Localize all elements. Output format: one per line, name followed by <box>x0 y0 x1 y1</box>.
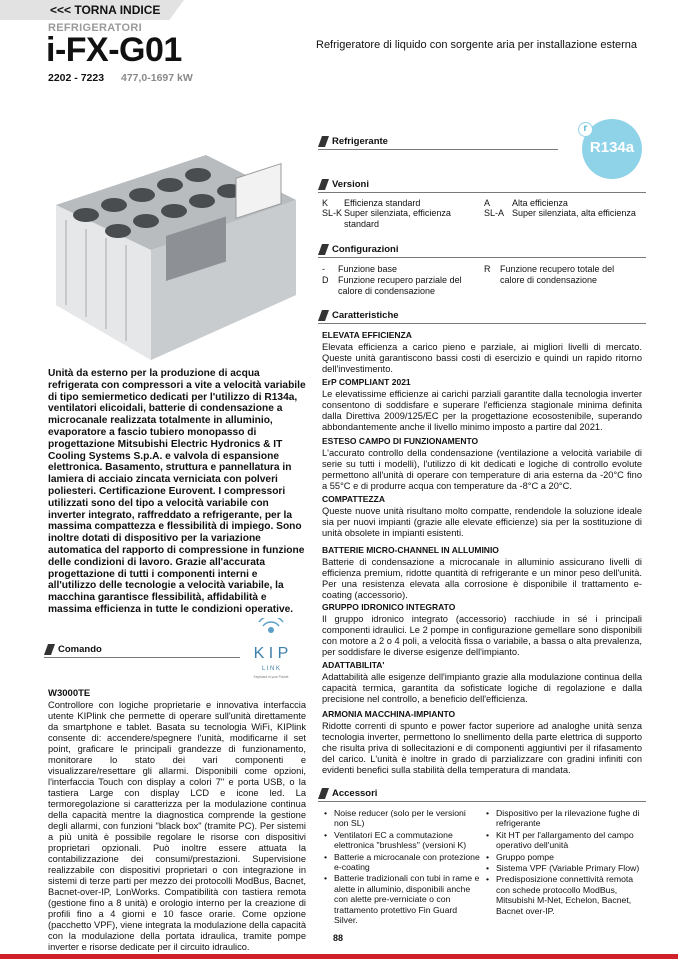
feature-block <box>322 602 642 658</box>
category-label: REFRIGERATORI <box>48 22 142 34</box>
refrigerant-badge-label: R134a <box>589 139 635 156</box>
page-number: 88 <box>333 933 344 943</box>
feature-title: ELEVATA EFFICIENZA <box>322 330 412 340</box>
kiplink-tagline: Keyboard in your Pocket <box>253 675 289 679</box>
list-item: • Gruppo pompe <box>486 852 644 862</box>
feature-block <box>322 709 642 776</box>
page-title: i-FX-G01 <box>46 31 182 69</box>
section-caratteristiche: Caratteristiche <box>318 309 646 322</box>
feature-text: Il gruppo idronico integrato (accessorio) racchiude in sé i principali componenti idraulici. Le 2 pompe in configurazione gemellare sono disponibili con motore a 2 o 4 poli, a velocità fissa o variabile, a bassa o alta prevalenza, per soddisfare le diverse esigenze dell'impianto. <box>322 614 642 657</box>
version-row: SL-A Super silenziata, alta efficienza <box>484 208 636 218</box>
product-intro-text: Unità da esterno per la produzione di acqua refrigerata con compressori a vite a velocità variabile di tipo semiermetico dedicati per l'utilizzo di R134a, ventilatori elicoidali, batterie di condensazione a microcanale realizzata totalmente in alluminio, evaporatore a fascio tubiero monopasso di progettazione Mitsubishi Electric Hydronics & IT Cooling Systems S.p.A. e valvola di espansione elettronica. Basamento, struttura e pannellatura in lamiera di acciaio zincata verniciata con polveri poliesteri. Certificazione Eurovent. I compressori utilizzati sono del tipo a velocità variabile con inverter integrato, raffreddato a refrigerante, per la massima compattezza e flessibilità di impiego. Sono inoltre dotati di dispositivo per la variazione automatica del rapporto di compressione in funzione delle condizioni di lavoro. Grazie all'accurata progettazione di tutti i componenti interni e all'utilizzo delle tecnologie a velocità variabile, la macchina garantisce flessibilità, affidabilità e massima efficienza in tutte le condizioni operative. <box>48 368 306 615</box>
section-refrigerante: Refrigerante <box>318 135 558 148</box>
footer-brand-bar <box>0 954 678 959</box>
model-range <box>48 72 193 84</box>
feature-text: Le elevatissime efficienze ai carichi parziali garantite dalla tecnologia inverter consentono di soddisfare e superare l'efficienza stagionale minima definita dalla Direttiva 2009/125/EC per la progettazione ecosostenibile, superando abbondantemente anche il livello minimo imposto a partire dal 2021. <box>322 389 642 432</box>
accessories-list-left <box>324 808 482 926</box>
capacity-range: 477,0-1697 kW <box>120 72 193 84</box>
feature-text: L'accurato controllo della condensazione (ventilazione a velocità variabile di serie su tutti i modelli), l'utilizzo di kit dedicati e logiche di controllo evolute permettono all'unità di operare con temperature di aria esterna da -20°C fino a 55°C e di produrre acqua con temperature da -8°C a 20°C. <box>322 448 642 491</box>
section-comando: Comando <box>44 643 240 656</box>
feature-block <box>322 377 642 433</box>
product-description: Refrigeratore di liquido con sorgente aria per installazione esterna <box>316 39 638 51</box>
feature-block <box>322 330 642 375</box>
feature-block <box>322 545 642 601</box>
chiller-product-image <box>46 145 304 370</box>
feature-text: Queste nuove unità risultano molto compatte, rendendole la soluzione ideale sia per nuovi impianti (grazie alle elevate efficienze) sia per la sostituzione di unità obsolete in impianti esistenti. <box>322 506 642 538</box>
back-to-index-link[interactable]: <<< TORNA INDICE <box>50 3 161 17</box>
list-item: • Sistema VPF (Variable Primary Flow) <box>486 863 644 873</box>
list-item: • Dispositivo per la rilevazione fughe di refrigerante <box>486 808 644 829</box>
kiplink-logo-top: K I P <box>253 645 289 662</box>
section-versioni: Versioni <box>318 178 646 191</box>
feature-title: ARMONIA MACCHINA-IMPIANTO <box>322 709 456 719</box>
section-configurazioni: Configurazioni <box>318 243 646 256</box>
feature-text: Elevata efficienza a carico pieno e parziale, ai migliori livelli di mercato. Queste unità garantiscono bassi costi di esercizio e quindi un rapido ritorno dell'investimento. <box>322 342 642 374</box>
version-row: SL-K Super silenziata, efficienza standard <box>322 208 451 229</box>
feature-title: ESTESO CAMPO DI FUNZIONAMENTO <box>322 436 479 446</box>
controller-title: W3000TE <box>48 688 91 699</box>
feature-title: ADATTABILITA' <box>322 660 385 670</box>
feature-title: COMPATTEZZA <box>322 494 385 504</box>
feature-block <box>322 436 642 492</box>
list-item: • Predisposizione connettività remota con schede protocollo ModBus, Mitsubishi M-Net, Echelon, Bacnet, Bacnet over-IP. <box>486 874 644 916</box>
feature-block <box>322 660 642 705</box>
config-row: D Funzione recupero parziale del calore di condensazione <box>322 275 462 296</box>
config-row: - Funzione base <box>322 264 398 274</box>
model-numbers: 2202 - 7223 <box>48 72 105 84</box>
list-item: • Batterie a microcanale con protezione e-coating <box>324 852 482 873</box>
section-accessori: Accessori <box>318 787 646 800</box>
feature-text: Adattabilità alle esigenze dell'impianto grazie alla modulazione continua della capacità termica, garantita da sofisticate logiche di regolazione e dalla precisione nel controllo, a beneficio dell'efficienza. <box>322 672 642 704</box>
feature-text: Ridotte correnti di spunto e power factor superiore ad analoghe unità senza tecnologia inverter, permettono lo snellimento della parte elettrica di supporto che risulta priva di sollecitazioni e di componenti aggiuntivi per il rifasamento del carico. L'unità è inoltre in grado di parzializzare con gradini infiniti con evidenti benefici sulla stabilità della temperatura di mandata. <box>322 721 642 775</box>
refrigerant-letter-icon: r <box>578 122 593 137</box>
config-row: R Funzione recupero totale del calore di condensazione <box>484 264 615 285</box>
feature-title: BATTERIE MICRO-CHANNEL IN ALLUMINIO <box>322 545 499 555</box>
accessories-list-right <box>486 808 644 917</box>
list-item: • Ventilatori EC a commutazione elettronica "brushless" (versioni K) <box>324 830 482 851</box>
list-item: • Noise reducer (solo per le versioni non SL) <box>324 808 482 829</box>
feature-text: Batterie di condensazione a microcanale in alluminio assicurano livelli di efficienza premium, ridotte quantità di refrigerante e un minor peso dell'unità. Per una resistenza elevata alla corrosione è disponibile il trattamento e-coating (accessorio). <box>322 557 642 600</box>
list-item: • Batterie tradizionali con tubi in rame e alette in alluminio, disponibili anche con alette pre-verniciate o con trattamento protettivo Fin Guard Silver. <box>324 873 482 925</box>
feature-block <box>322 494 642 539</box>
controller-description: Controllore con logiche proprietarie e innovativa interfaccia utente KIPlink che permette di operare sull'unità direttamente da smartphone e tablet. Basata su tecnologia WiFi, KIPlink consente di: accendere/spegnere l'unità, modificarne il set point, graficare le principali grandezze di funzionamento, monitorare lo stato dei vari componenti e visualizzare/resettare gli allarmi. Disponibili come opzioni, l'interfaccia Touch con display a colori 7" e porta USB, o la tastiera Large con display LCD e icone led. La termoregolazione si caratterizza per la modulazione continua della capacità mentre la diagnostica comprende la gestione degli allarmi, con funzioni "black box" (tramite PC). Per sistemi a più unità è possibile regolare le risorse con dispositivi proprietari opzionali. Può inoltre essere attuata la contabilizzazione dei consumi/prestazioni. Supervisione realizzabile con dispositivi proprietari o con integrazione in sistemi di terze parti per mezzo dei protocolli ModBus, Bacnet, Bacnet-over-IP, LonWorks. Compatibilità con tastiera remota (gestione fino a 8 unità) e orologio interno per la creazione di profili fino a 4 giorni e 10 fasce orarie. Come opzione (pacchetto VPF), viene integrata la modulazione della capacità con la modulazione della portata idraulica, tramite pompe inverter e risorse dedicate per il circuito idraulico. <box>48 700 306 952</box>
kiplink-logo <box>246 618 296 698</box>
version-row: K Efficienza standard <box>322 198 421 208</box>
feature-title: ErP COMPLIANT 2021 <box>322 377 411 387</box>
list-item: • Kit HT per l'allargamento del campo operativo dell'unità <box>486 830 644 851</box>
feature-title: GRUPPO IDRONICO INTEGRATO <box>322 602 456 612</box>
version-row: A Alta efficienza <box>484 198 568 208</box>
kiplink-logo-bottom: L I N K <box>261 666 281 672</box>
